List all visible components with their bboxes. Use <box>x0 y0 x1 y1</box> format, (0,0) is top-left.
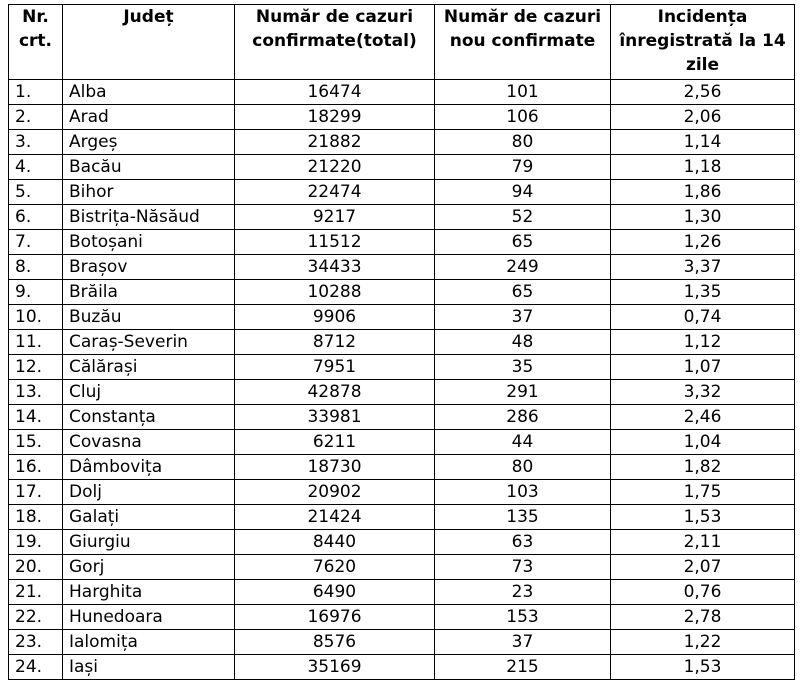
table-row <box>9 280 795 305</box>
new-cases: 286 <box>435 405 611 430</box>
county-name: Arad <box>63 105 235 130</box>
row-number: 4. <box>9 155 63 180</box>
county-name: Brăila <box>63 280 235 305</box>
row-number: 2. <box>9 105 63 130</box>
total-cases: 11512 <box>235 230 435 255</box>
total-cases: 21424 <box>235 505 435 530</box>
new-cases: 80 <box>435 130 611 155</box>
table-row <box>9 380 795 405</box>
incidence-14-days: 1,82 <box>611 455 795 480</box>
county-name: Buzău <box>63 305 235 330</box>
table-row <box>9 480 795 505</box>
county-name: Cluj <box>63 380 235 405</box>
county-name: Ialomița <box>63 630 235 655</box>
row-number: 22. <box>9 605 63 630</box>
county-name: Giurgiu <box>63 530 235 555</box>
county-name: Botoșani <box>63 230 235 255</box>
row-number: 6. <box>9 205 63 230</box>
total-cases: 8440 <box>235 530 435 555</box>
total-cases: 8712 <box>235 330 435 355</box>
new-cases: 249 <box>435 255 611 280</box>
incidence-14-days: 1,30 <box>611 205 795 230</box>
new-cases: 103 <box>435 480 611 505</box>
table-row <box>9 555 795 580</box>
row-number: 18. <box>9 505 63 530</box>
total-cases: 34433 <box>235 255 435 280</box>
new-cases: 23 <box>435 580 611 605</box>
incidence-14-days: 1,07 <box>611 355 795 380</box>
total-cases: 16474 <box>235 80 435 105</box>
row-number: 11. <box>9 330 63 355</box>
total-cases: 21882 <box>235 130 435 155</box>
total-cases: 22474 <box>235 180 435 205</box>
new-cases: 106 <box>435 105 611 130</box>
incidence-14-days: 1,53 <box>611 505 795 530</box>
incidence-14-days: 1,53 <box>611 655 795 680</box>
county-name: Hunedoara <box>63 605 235 630</box>
row-number: 8. <box>9 255 63 280</box>
incidence-14-days: 1,22 <box>611 630 795 655</box>
header-judet: Județ <box>63 5 235 80</box>
new-cases: 35 <box>435 355 611 380</box>
total-cases: 7951 <box>235 355 435 380</box>
new-cases: 153 <box>435 605 611 630</box>
incidence-14-days: 2,46 <box>611 405 795 430</box>
row-number: 5. <box>9 180 63 205</box>
total-cases: 9217 <box>235 205 435 230</box>
table-row <box>9 80 795 105</box>
table-row <box>9 355 795 380</box>
row-number: 21. <box>9 580 63 605</box>
row-number: 12. <box>9 355 63 380</box>
total-cases: 18730 <box>235 455 435 480</box>
table-row <box>9 205 795 230</box>
incidence-14-days: 2,07 <box>611 555 795 580</box>
row-number: 20. <box>9 555 63 580</box>
total-cases: 42878 <box>235 380 435 405</box>
header-row <box>9 5 795 80</box>
county-name: Covasna <box>63 430 235 455</box>
table-row <box>9 230 795 255</box>
incidence-14-days: 1,35 <box>611 280 795 305</box>
county-name: Harghita <box>63 580 235 605</box>
county-name: Caraș-Severin <box>63 330 235 355</box>
row-number: 15. <box>9 430 63 455</box>
new-cases: 65 <box>435 230 611 255</box>
table-row <box>9 455 795 480</box>
row-number: 19. <box>9 530 63 555</box>
row-number: 16. <box>9 455 63 480</box>
county-name: Bacău <box>63 155 235 180</box>
new-cases: 215 <box>435 655 611 680</box>
new-cases: 48 <box>435 330 611 355</box>
incidence-14-days: 1,12 <box>611 330 795 355</box>
incidence-14-days: 2,11 <box>611 530 795 555</box>
total-cases: 9906 <box>235 305 435 330</box>
incidence-14-days: 1,75 <box>611 480 795 505</box>
new-cases: 94 <box>435 180 611 205</box>
total-cases: 21220 <box>235 155 435 180</box>
table-row <box>9 405 795 430</box>
new-cases: 37 <box>435 305 611 330</box>
table-row <box>9 255 795 280</box>
table-row <box>9 580 795 605</box>
row-number: 1. <box>9 80 63 105</box>
county-name: Dâmbovița <box>63 455 235 480</box>
incidence-14-days: 0,74 <box>611 305 795 330</box>
table-row <box>9 180 795 205</box>
new-cases: 65 <box>435 280 611 305</box>
incidence-14-days: 0,76 <box>611 580 795 605</box>
county-name: Dolj <box>63 480 235 505</box>
new-cases: 135 <box>435 505 611 530</box>
new-cases: 63 <box>435 530 611 555</box>
incidence-14-days: 3,32 <box>611 380 795 405</box>
total-cases: 35169 <box>235 655 435 680</box>
table-row <box>9 430 795 455</box>
county-name: Constanța <box>63 405 235 430</box>
new-cases: 291 <box>435 380 611 405</box>
row-number: 10. <box>9 305 63 330</box>
total-cases: 10288 <box>235 280 435 305</box>
new-cases: 37 <box>435 630 611 655</box>
incidence-14-days: 2,06 <box>611 105 795 130</box>
incidence-14-days: 3,37 <box>611 255 795 280</box>
county-name: Alba <box>63 80 235 105</box>
row-number: 23. <box>9 630 63 655</box>
table-row <box>9 105 795 130</box>
new-cases: 73 <box>435 555 611 580</box>
incidence-14-days: 1,86 <box>611 180 795 205</box>
total-cases: 8576 <box>235 630 435 655</box>
table-row <box>9 155 795 180</box>
county-name: Bihor <box>63 180 235 205</box>
total-cases: 7620 <box>235 555 435 580</box>
new-cases: 52 <box>435 205 611 230</box>
county-name: Argeș <box>63 130 235 155</box>
header-new-cases: Număr de cazuri nou confirmate <box>435 5 611 80</box>
incidence-14-days: 2,78 <box>611 605 795 630</box>
row-number: 14. <box>9 405 63 430</box>
incidence-14-days: 1,04 <box>611 430 795 455</box>
row-number: 13. <box>9 380 63 405</box>
total-cases: 20902 <box>235 480 435 505</box>
header-incidence-14-days: Incidența înregistrată la 14 zile <box>611 5 795 80</box>
total-cases: 16976 <box>235 605 435 630</box>
total-cases: 33981 <box>235 405 435 430</box>
table-row <box>9 305 795 330</box>
county-name: Bistrița-Năsăud <box>63 205 235 230</box>
row-number: 9. <box>9 280 63 305</box>
new-cases: 44 <box>435 430 611 455</box>
table-row <box>9 605 795 630</box>
total-cases: 18299 <box>235 105 435 130</box>
new-cases: 79 <box>435 155 611 180</box>
total-cases: 6211 <box>235 430 435 455</box>
new-cases: 101 <box>435 80 611 105</box>
table-row <box>9 655 795 680</box>
covid-cases-table <box>8 4 795 680</box>
county-name: Brașov <box>63 255 235 280</box>
header-nr-crt: Nr. crt. <box>9 5 63 80</box>
table-row <box>9 530 795 555</box>
county-name: Gorj <box>63 555 235 580</box>
table-row <box>9 130 795 155</box>
row-number: 17. <box>9 480 63 505</box>
header-total-cases: Număr de cazuri confirmate(total) <box>235 5 435 80</box>
table-row <box>9 630 795 655</box>
incidence-14-days: 1,18 <box>611 155 795 180</box>
row-number: 7. <box>9 230 63 255</box>
row-number: 24. <box>9 655 63 680</box>
county-name: Călărași <box>63 355 235 380</box>
incidence-14-days: 1,26 <box>611 230 795 255</box>
table-row <box>9 330 795 355</box>
incidence-14-days: 1,14 <box>611 130 795 155</box>
county-name: Iași <box>63 655 235 680</box>
county-name: Galați <box>63 505 235 530</box>
incidence-14-days: 2,56 <box>611 80 795 105</box>
new-cases: 80 <box>435 455 611 480</box>
row-number: 3. <box>9 130 63 155</box>
total-cases: 6490 <box>235 580 435 605</box>
table-body <box>9 80 795 680</box>
table-row <box>9 505 795 530</box>
